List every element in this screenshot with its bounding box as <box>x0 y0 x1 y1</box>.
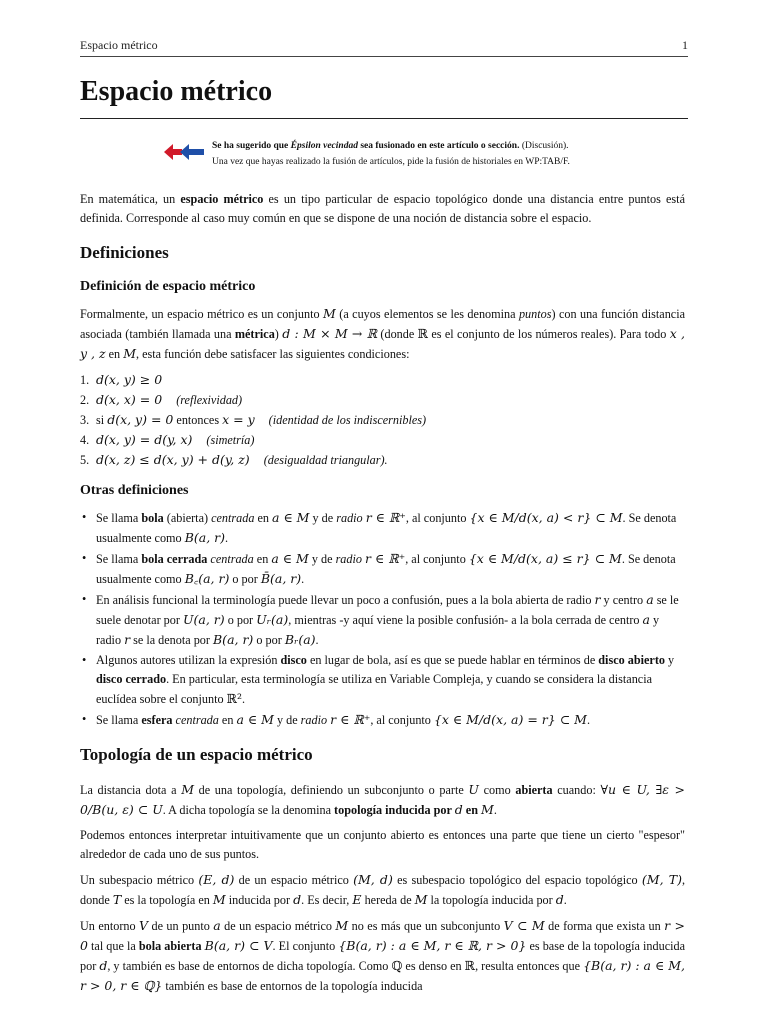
merge-notice-line2: Una vez que hayas realizado la fusión de artículos, pide la fusión de historiales en WP:TAB/F. <box>212 157 570 167</box>
other-definitions-list <box>80 508 685 730</box>
list-item: • En análisis funcional la terminología puede llevar un poco a confusión, pues a la bola abierta de radio r y centro a se le suele denotar por U(a, r) o por Uᵣ(a), mientras -y aquí viene la posible confusión- a la bola cerrada de centro a y radio r se la denota por B(a, r) o por Bᵣ(a). <box>96 590 685 650</box>
condition-item: 5. d(x, z) ≤ d(x, y) + d(y, z) (desigualdad triangular). <box>80 452 388 467</box>
section-heading-definiciones: Definiciones <box>80 243 169 262</box>
discussion-link[interactable]: (Discusión). <box>521 141 569 151</box>
list-item: • Algunos autores utilizan la expresión disco en lugar de bola, así es que se puede hablar en términos de disco abierto y disco cerrado. En particular, esta terminología se utiliza en Variable Compleja, y cuando se considera la distancia euclídea sobre el conjunto ℝ². <box>96 651 685 709</box>
title-divider <box>80 118 688 119</box>
article-body <box>80 190 685 1002</box>
condition-item: 2. d(x, x) = 0 (reflexividad) <box>80 392 243 407</box>
condition-item: 4. d(x, y) = d(y, x) (simetría) <box>80 432 255 447</box>
list-item: • Se llama bola cerrada centrada en a ∈ M y de radio r ∈ ℝ⁺, al conjunto {x ∈ M/d(x, a) ≤ r} ⊂ M. Se denota usualmente como B꜀(a, r) o por B̄(a, r). <box>96 549 685 589</box>
running-header <box>80 38 688 52</box>
topology-paragraph-3: Un subespacio métrico (E, d) de un espacio métrico (M, d) es subespacio topológico del espacio topológico (M, T), donde T es la topología en M inducida por d. Es decir, E hereda de M la topología inducida por d. <box>80 872 685 907</box>
intro-paragraph: En matemática, un espacio métrico es un tipo particular de espacio topológico donde una distancia entre puntos está definida. Corresponde al caso muy común en que se dispone de una noción de distancia sobre el espacio. <box>80 192 685 225</box>
header-divider <box>80 56 688 57</box>
list-item: • Se llama bola (abierta) centrada en a ∈ M y de radio r ∈ ℝ⁺, al conjunto {x ∈ M/d(x, a) < r} ⊂ M. Se denota usualmente como B(a, r). <box>96 508 685 548</box>
definition-paragraph: Formalmente, un espacio métrico es un conjunto M (a cuyos elementos se les denomina puntos) con una función distancia asociada (también llamada una métrica) d : M × M → ℝ (donde ℝ es el conjunto de los números reales). Para todo x , y , z en M, esta función debe satisfacer las siguientes condiciones: <box>80 306 686 361</box>
merge-article-link[interactable]: Épsilon vecindad <box>290 141 358 151</box>
metric-conditions-list <box>80 370 685 470</box>
section-heading-topologia: Topología de un espacio métrico <box>80 745 313 764</box>
running-title: Espacio métrico <box>80 38 158 52</box>
subsection-heading-otras: Otras definiciones <box>80 483 189 498</box>
topology-paragraph-1: La distancia dota a M de una topología, definiendo un subconjunto o parte U como abierta cuando: ∀u ∈ U, ∃ε > 0/B(u, ε) ⊂ U. A dicha topología se la denomina topología inducida por d en M. <box>80 782 685 817</box>
topology-paragraph-4: Un entorno V de un punto a de un espacio métrico M no es más que un subconjunto V ⊂ M de forma que exista un r > 0 tal que la bola abierta B(a, r) ⊂ V. El conjunto {B(a, r) : a ∈ M, r ∈ ℝ, r > 0} es base de la topología inducida por d, y también es base de entornos de dicha topología. Como ℚ es denso en ℝ, resulta entonces que {B(a, r) : a ∈ M, r > 0, r ∈ ℚ} también es base de entornos de la topología inducida <box>80 918 686 993</box>
list-item: • Se llama esfera centrada en a ∈ M y de radio r ∈ ℝ⁺, al conjunto {x ∈ M/d(x, a) = r} ⊂ M. <box>96 710 685 730</box>
merge-arrows-icon <box>164 142 204 162</box>
merge-notice-line1: Se ha sugerido que Épsilon vecindad sea fusionado en este artículo o sección. (Discusión). <box>212 141 569 151</box>
condition-item: 3. si d(x, y) = 0 entonces x = y (identidad de los indiscernibles) <box>80 412 427 427</box>
page-title: Espacio métrico <box>80 76 273 107</box>
subsection-heading-definicion: Definición de espacio métrico <box>80 279 256 294</box>
topology-paragraph-2: Podemos entonces interpretar intuitivamente que un conjunto abierto es entonces una parte que tiene un cierto "espesor" alrededor de cada uno de sus puntos. <box>80 828 685 861</box>
page-number: 1 <box>682 38 688 52</box>
condition-item: 1. d(x, y) ≥ 0 <box>80 372 163 387</box>
